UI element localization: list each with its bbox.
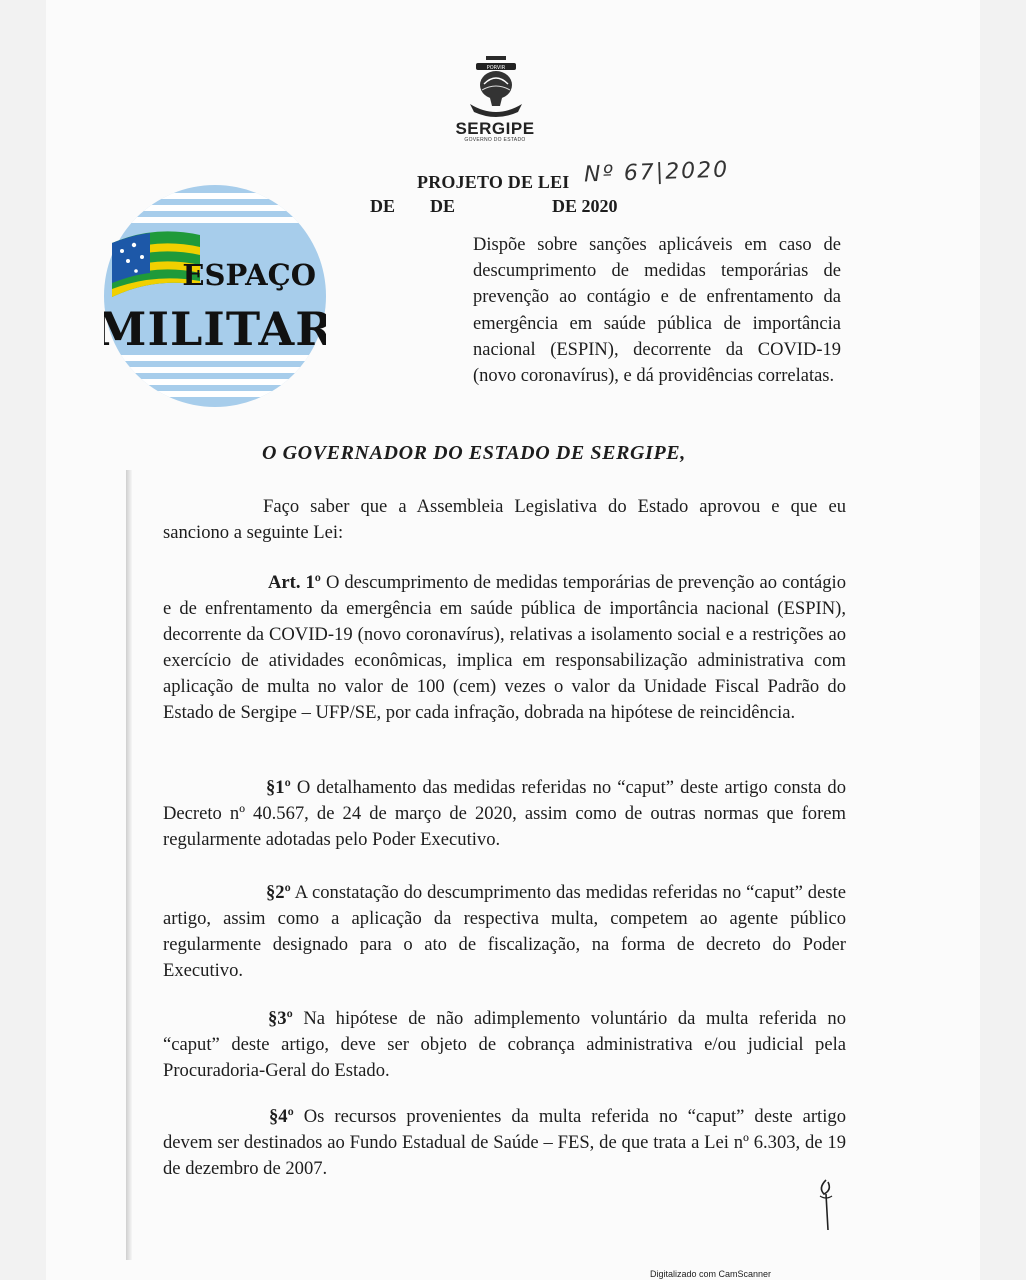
crest-subtitle: GOVERNO DO ESTADO [464,137,526,143]
paragraph-4-label: §4º [269,1106,294,1127]
paragraph-2-text: A constatação do descumprimento das medidas referidas no “caput” deste artigo, assim como a aplicação da respectiva multa, competem ao agente público regularmente designado para o ato de fiscalização, na forma de decreto do Poder Executivo. [163,882,846,981]
watermark-line1: ESPAÇO [182,258,316,292]
paragraph-3 [163,1006,846,1084]
paragraph-2-label: §2º [266,882,291,903]
crest-banner: PORVIR [486,65,506,71]
paragraph-1-label: §1º [266,777,291,798]
sergipe-coat-of-arms-icon [446,54,546,125]
date-part-month: DE [430,196,456,216]
watermark-line2: MILITAR [104,302,326,356]
date-part-year: DE 2020 [552,196,618,216]
espaco-militar-watermark [104,185,326,407]
bill-summary: Dispõe sobre sanções aplicáveis em caso de descumprimento de medidas temporárias de prevenção ao contágio e de enfrentamento da emergência em saúde pública de importância nacional (ESPIN), decorrente da COVID-19 (novo coronavírus), e dá providências correlatas. [473,235,841,387]
article-1-text: O descumprimento de medidas temporárias de prevenção ao contágio e de enfrentamento da emergência em saúde pública de importância nacional (ESPIN), decorrente da COVID-19 (novo coronavírus), relativas a isolamento social e a restrições ao exercício de atividades econômicas, implica em responsabilização administrativa com aplicação de multa no valor de 100 (cem) vezes o valor da Unidade Fiscal Padrão do Estado de Sergipe – UFP/SE, por cada infração, dobrada na hipótese de reincidência. [163,572,847,723]
page-fold-shadow [126,470,132,1260]
article-1-label: Art. 1º [268,572,321,593]
date-part-day: DE [370,196,396,216]
paragraph-3-text: Na hipótese de não adimplemento voluntário da multa referida no “caput” deste artigo, deve ser objeto de cobrança administrativa e/ou judicial pela Procuradoria-Geral do Estado. [163,1008,846,1081]
handwritten-bill-number: Nº 67|2020 [583,157,730,188]
paragraph-4-text: Os recursos provenientes da multa referida no “caput” deste artigo devem ser destinados ao Fundo Estadual de Saúde – FES, de que trata a Lei nº 6.303, de 19 de dezembro de 2007. [163,1106,846,1179]
crest-title: SERGIPE [455,119,535,138]
paragraph-3-label: §3º [268,1008,293,1029]
paragraph-4 [163,1104,846,1182]
paragraph-2 [163,880,846,984]
handwritten-initials-icon [812,1176,842,1241]
paragraph-1 [163,775,846,853]
scanner-footer: Digitalizado com CamScanner [650,1269,772,1279]
bill-title: PROJETO DE LEI [417,172,570,192]
paragraph-1-text: O detalhamento das medidas referidas no “caput” deste artigo consta do Decreto nº 40.567, de 24 de março de 2020, assim como de outras normas que forem regularmente adotadas pelo Poder Executivo. [163,777,846,850]
preamble: Faço saber que a Assembleia Legislativa do Estado aprovou e que eu sanciono a seguinte Lei: [163,496,846,543]
article-1 [163,570,846,726]
governor-heading: O GOVERNADOR DO ESTADO DE SERGIPE, [262,442,686,464]
